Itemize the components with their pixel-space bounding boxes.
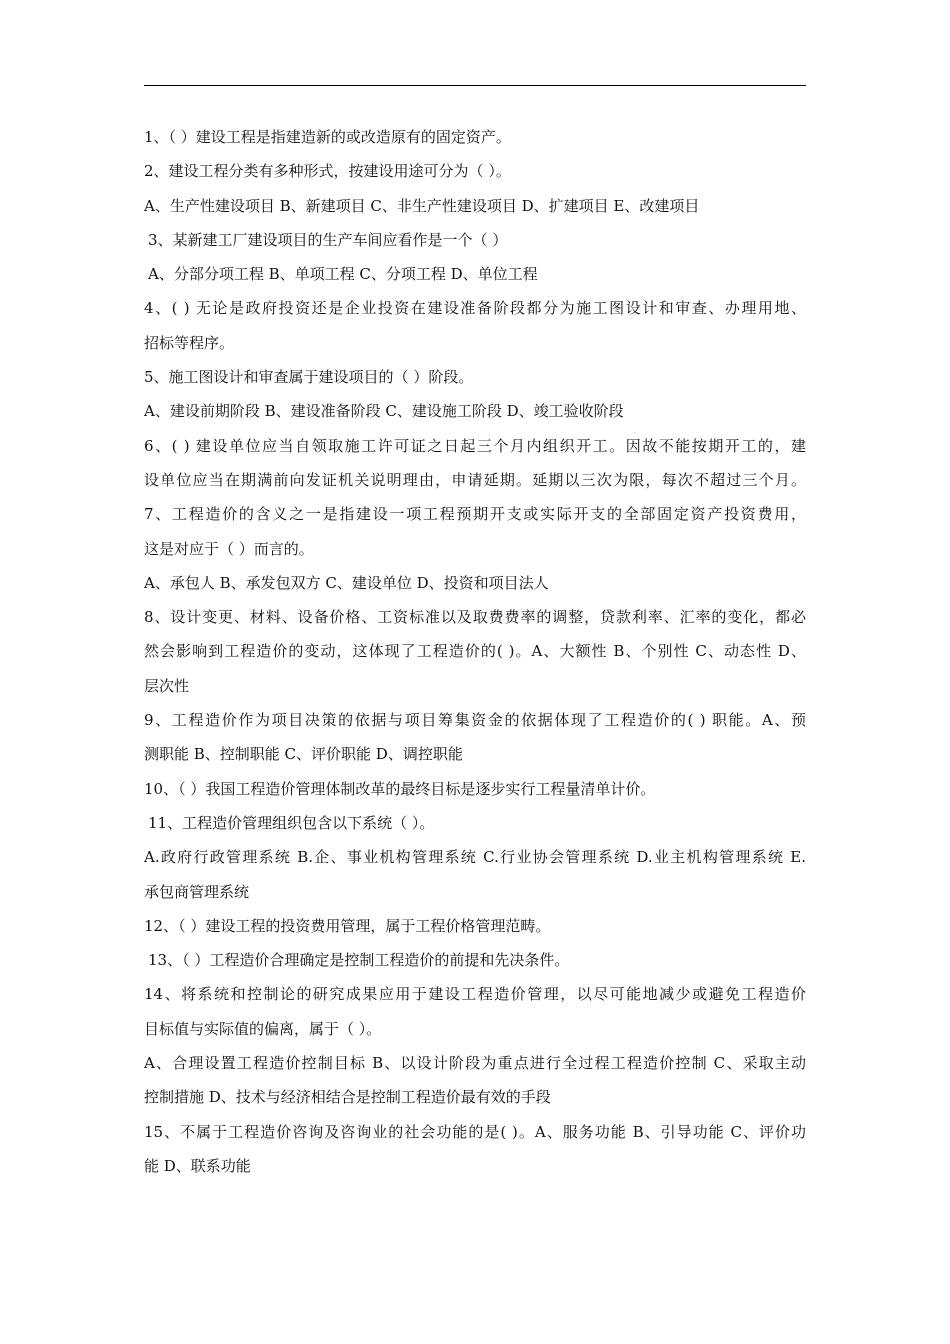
text-line-q5: 5、施工图设计和审查属于建设项目的（ ）阶段。 (144, 368, 474, 387)
text-line-q8-end: 层次性 (144, 676, 190, 695)
text-line-q8-cont: 然会影响到工程造价的变动，这体现了工程造价的( )。A、大额性 B、个别性 C、动态性 D、 (144, 642, 806, 661)
text-line-q9: 9、工程造价作为项目决策的依据与项目筹集资金的依据体现了工程造价的( ) 职能。A、预 (144, 711, 806, 730)
text-line-q3-options: A、分部分项工程 B、单项工程 C、分项工程 D、单位工程 (148, 265, 538, 284)
text-line-q4: 4、( ) 无论是政府投资还是企业投资在建设准备阶段都分为施工图设计和审查、办理用地、 (144, 299, 806, 318)
text-line-q3: 3、某新建工厂建设项目的生产车间应看作是一个（ ） (148, 230, 508, 249)
text-line-q8: 8、设计变更、材料、设备价格、工资标准以及取费费率的调整，贷款利率、汇率的变化，都必 (144, 608, 806, 627)
text-line-q7-options: A、承包人 B、承发包双方 C、建设单位 D、投资和项目法人 (144, 573, 549, 592)
text-line-q11-cont: 承包商管理系统 (144, 882, 250, 901)
text-line-q7: 7、工程造价的含义之一是指建设一项工程预期开支或实际开支的全部固定资产投资费用， (144, 505, 806, 524)
text-line-q11: 11、工程造价管理组织包含以下系统（ ）。 (148, 813, 435, 832)
text-line-q12: 12、（ ）建设工程的投资费用管理，属于工程价格管理范畴。 (144, 916, 551, 935)
header-rule (144, 85, 806, 86)
text-line-q9-cont: 测职能 B、控制职能 C、评价职能 D、调控职能 (144, 745, 463, 764)
text-line-q13: 13、（ ）工程造价合理确定是控制工程造价的前提和先决条件。 (148, 951, 570, 970)
text-line-q14-options-cont: 控制措施 D、技术与经济相结合是控制工程造价最有效的手段 (144, 1088, 551, 1107)
text-line-q5-options: A、建设前期阶段 B、建设准备阶段 C、建设施工阶段 D、竣工验收阶段 (144, 402, 624, 421)
text-line-q11-options: A.政府行政管理系统 B.企、事业机构管理系统 C.行业协会管理系统 D.业主机构管理系统 E. (144, 848, 806, 867)
text-line-q7-cont: 这是对应于（ ）而言的。 (144, 539, 314, 558)
text-line-q6: 6、( ) 建设单位应当自领取施工许可证之日起三个月内组织开工。因故不能按期开工的，建 (144, 436, 806, 455)
text-line-q1: 1、（ ）建设工程是指建造新的或改造原有的固定资产。 (144, 128, 511, 146)
text-line-q15: 15、不属于工程造价咨询及咨询业的社会功能的是( )。A、服务功能 B、引导功能 C、评价功 (144, 1122, 806, 1141)
text-line-q4-cont: 招标等程序。 (144, 333, 235, 352)
text-line-q2: 2、建设工程分类有多种形式，按建设用途可分为（ ）。 (144, 162, 511, 181)
document-body (144, 120, 806, 1183)
text-line-q14: 14、将系统和控制论的研究成果应用于建设工程造价管理，以尽可能地减少或避免工程造价 (144, 985, 806, 1004)
text-line-q14-options: A、合理设置工程造价控制目标 B、以设计阶段为重点进行全过程工程造价控制 C、采取主动 (144, 1054, 806, 1073)
text-line-q2-options: A、生产性建设项目 B、新建项目 C、非生产性建设项目 D、扩建项目 E、改建项目 (144, 196, 700, 215)
text-line-q10: 10、（ ）我国工程造价管理体制改革的最终目标是逐步实行工程量清单计价。 (144, 779, 656, 798)
text-line-q14-cont: 目标值与实际值的偏离，属于（ ）。 (144, 1019, 382, 1038)
text-line-q15-cont: 能 D、联系功能 (144, 1156, 251, 1175)
text-line-q6-cont: 设单位应当在期满前向发证机关说明理由，申请延期。延期以三次为限，每次不超过三个月。 (144, 470, 806, 489)
